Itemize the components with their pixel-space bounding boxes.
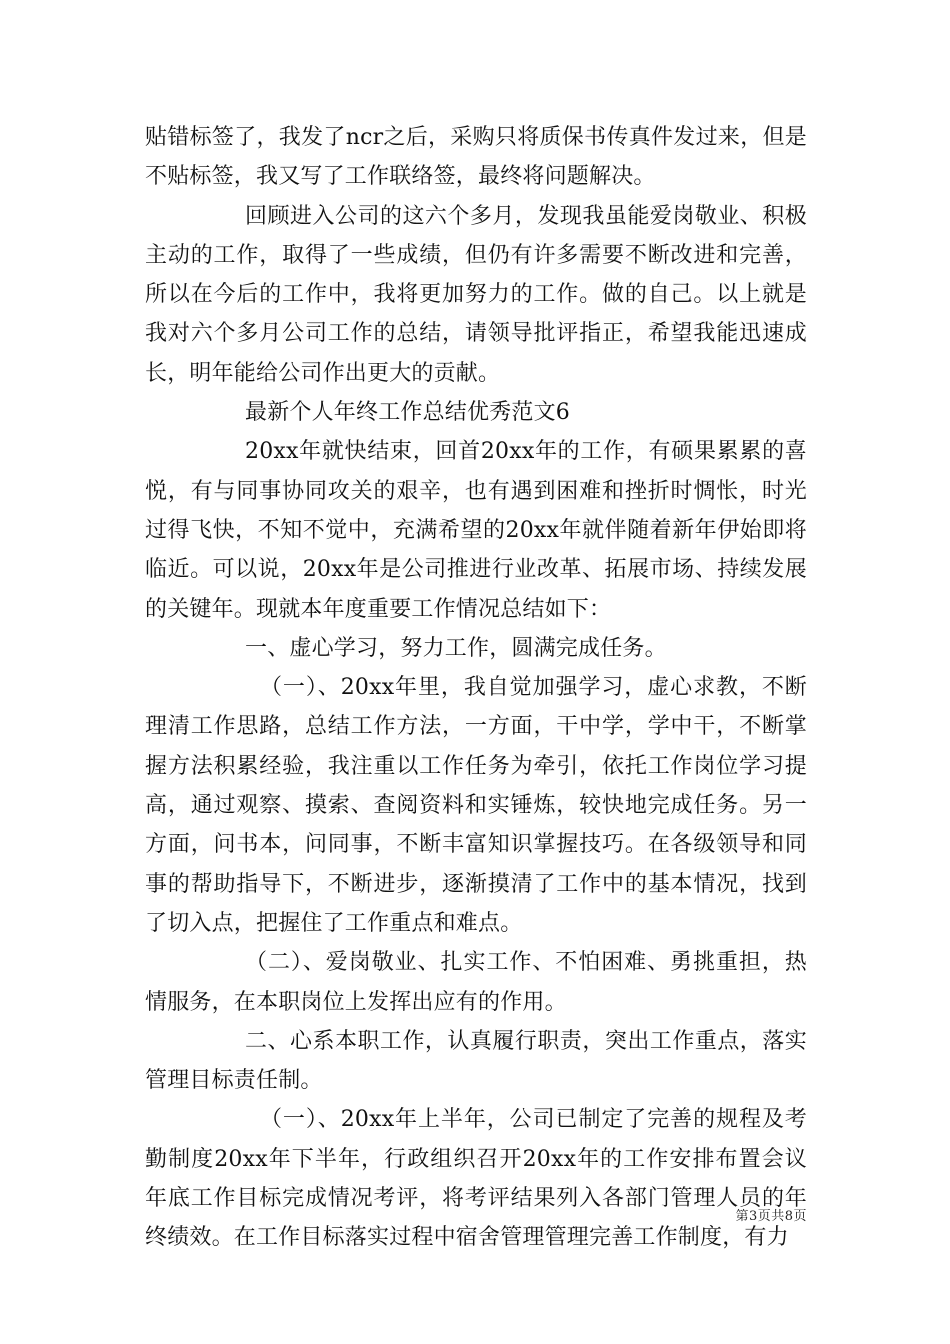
paragraph-4: （一）、20xx年里，我自觉加强学习，虚心求教，不断理清工作思路，总结工作方法，一方面，干中学，学中干，不断掌握方法积累经验，我注重以工作任务为牵引，依托工作岗位学习提高，通过观察、摸索、查阅资料和实锤炼，较快地完成任务。另一方面，问书本，问同事，不断丰富知识掌握技巧。在各级领导和同事的帮助指导下，不断进步，逐渐摸清了工作中的基本情况，找到了切入点，把握住了工作重点和难点。 — [145, 675, 807, 936]
paragraph-1: 贴错标签了，我发了ncr之后，采购只将质保书传真件发过来，但是不贴标签，我又写了工作联络签，最终将问题解决。 — [145, 125, 807, 190]
paragraph-6: （一）、20xx年上半年，公司已制定了完善的规程及考勤制度20xx年下半年，行政组织召开20xx年的工作安排布置会议年底工作目标完成情况考评，将考评结果列入各部门管理人员的年终绩效。在工作目标落实过程中宿舍管理管理完善工作制度，有力 — [145, 1107, 807, 1251]
paragraph-2: 回顾进入公司的这六个多月，发现我虽能爱岗敬业、积极主动的工作，取得了一些成绩，但仍有许多需要不断改进和完善，所以在今后的工作中，我将更加努力的工作。做的自己。以上就是我对六个多月公司工作的总结，请领导批评指正，希望我能迅速成长，明年能给公司作出更大的贡献。 — [145, 203, 807, 386]
document-body — [145, 118, 807, 1258]
page-number: 第3页共8页 — [735, 1209, 807, 1224]
subheading-2: 二、心系本职工作，认真履行职责，突出工作重点，落实管理目标责任制。 — [145, 1028, 807, 1094]
paragraph-3: 20xx年就快结束，回首20xx年的工作，有硕果累累的喜悦，有与同事协同攻关的艰辛，也有遇到困难和挫折时惆怅，时光过得飞快，不知不觉中，充满希望的20xx年就伴随着新年伊始即将临近。可以说，20xx年是公司推进行业改革、拓展市场、持续发展的关键年。现就本年度重要工作情况总结如下： — [145, 439, 807, 622]
section-heading: 最新个人年终工作总结优秀范文6 — [245, 400, 570, 426]
subheading-1: 一、虚心学习，努力工作，圆满完成任务。 — [245, 635, 667, 661]
paragraph-5: （二）、爱岗敬业、扎实工作、不怕困难、勇挑重担，热情服务，在本职岗位上发挥出应有的作用。 — [145, 950, 807, 1015]
